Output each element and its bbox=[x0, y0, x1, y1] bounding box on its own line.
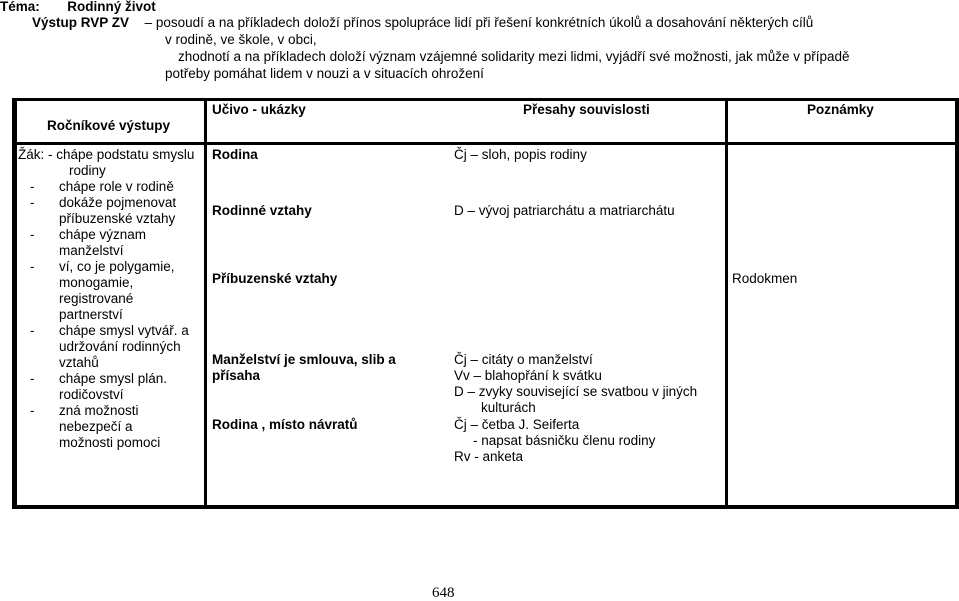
ucivo-manzelstvi-2: přísaha bbox=[212, 368, 261, 383]
vystupy-item-line: vztahů bbox=[59, 355, 99, 370]
presahy-4: Vv – blahopřání k svátku bbox=[454, 368, 602, 383]
presahy-6: Čj – četba J. Seiferta bbox=[454, 417, 580, 432]
col-header-vystupy: Ročníkové výstupy bbox=[47, 118, 171, 133]
vystupy-item bbox=[30, 371, 204, 403]
vystupy-item-line: chápe smysl vytvář. a bbox=[59, 323, 189, 338]
ucivo-rodinne-vztahy: Rodinné vztahy bbox=[212, 203, 312, 218]
col-divider-1 bbox=[204, 98, 207, 509]
vystup-line-3: zhodnotí a na příkladech doloží význam vzájemné solidarity mezi lidmi, vyjádří své možnosti, jak může v případě bbox=[178, 49, 850, 64]
vystupy-item-line: chápe význam bbox=[59, 227, 147, 242]
vystupy-item-line: ví, co je polygamie, bbox=[59, 259, 175, 274]
bullet-dash: - bbox=[30, 259, 35, 274]
poznamky-1: Rodokmen bbox=[732, 271, 798, 286]
col-header-presahy: Přesahy souvislosti bbox=[523, 102, 650, 117]
presahy-8: Rv - anketa bbox=[454, 449, 524, 464]
vystupy-item-line: partnerství bbox=[59, 307, 123, 322]
presahy-7: - napsat básničku členu rodiny bbox=[473, 433, 656, 448]
vystupy-item bbox=[30, 179, 204, 195]
vystupy-item-line: příbuzenské vztahy bbox=[59, 211, 176, 226]
vystup-row bbox=[32, 15, 813, 31]
header-separator bbox=[12, 142, 959, 145]
vystupy-item-line: monogamie, bbox=[59, 275, 134, 290]
vystup-label: Výstup RVP ZV bbox=[32, 15, 130, 30]
vystupy-cell bbox=[18, 147, 204, 451]
vystupy-item-line: chápe smysl plán. bbox=[59, 371, 168, 386]
vystupy-item-line: manželství bbox=[59, 243, 124, 258]
presahy-5: D – zvyky související se svatbou v jiných bbox=[454, 384, 698, 399]
presahy-3: Čj – citáty o manželství bbox=[454, 352, 593, 367]
vystupy-intro-cont: rodiny bbox=[69, 163, 106, 178]
vystupy-item-line: nebezpečí a bbox=[59, 419, 133, 434]
tema-label: Téma: bbox=[0, 0, 40, 14]
tema-row bbox=[0, 0, 156, 15]
vystupy-item-line: zná možnosti bbox=[59, 403, 139, 418]
vystupy-item bbox=[30, 227, 204, 259]
vystupy-item bbox=[30, 403, 204, 451]
col-header-poznamky: Poznámky bbox=[807, 102, 874, 117]
bullet-dash: - bbox=[30, 403, 35, 418]
vystupy-item-line: možnosti pomoci bbox=[59, 435, 161, 450]
vystupy-item bbox=[30, 259, 204, 323]
tema-value: Rodinný život bbox=[67, 0, 156, 14]
bullet-dash: - bbox=[30, 323, 35, 338]
bullet-dash: - bbox=[30, 195, 35, 210]
vystupy-item-line: udržování rodinných bbox=[59, 339, 181, 354]
vystup-line-4: potřeby pomáhat lidem v nouzi a v situacích ohrožení bbox=[165, 66, 484, 81]
vystupy-item bbox=[30, 195, 204, 227]
ucivo-pribuzenske-vztahy: Příbuzenské vztahy bbox=[212, 271, 338, 286]
vystup-line-1: – posoudí a na příkladech doloží přínos spolupráce lidí při řešení konkrétních úkolů a dosahování některých cílů bbox=[144, 15, 814, 30]
bullet-dash: - bbox=[30, 179, 35, 194]
presahy-2: D – vývoj patriarchátu a matriarchátu bbox=[454, 203, 675, 218]
ucivo-manzelstvi-1: Manželství je smlouva, slib a bbox=[212, 352, 396, 367]
vystupy-item-line: dokáže pojmenovat bbox=[59, 195, 177, 210]
col-divider-3 bbox=[725, 98, 728, 509]
ucivo-rodina-misto: Rodina , místo návratů bbox=[212, 417, 358, 432]
vystup-line-2: v rodině, ve škole, v obci, bbox=[165, 32, 317, 47]
vystupy-item-line: chápe role v rodině bbox=[59, 179, 174, 194]
vystupy-item bbox=[30, 323, 204, 371]
vystupy-item-line: rodičovství bbox=[59, 387, 124, 402]
vystupy-item-line: registrované bbox=[59, 291, 134, 306]
bullet-dash: - bbox=[30, 371, 35, 386]
ucivo-rodina: Rodina bbox=[212, 147, 258, 162]
presahy-5b: kulturách bbox=[481, 400, 536, 415]
bullet-dash: - bbox=[30, 227, 35, 242]
vystupy-intro: Žák: - chápe podstatu smyslu bbox=[18, 147, 195, 162]
page-number: 648 bbox=[432, 585, 455, 601]
col-header-ucivo: Učivo - ukázky bbox=[212, 102, 306, 117]
vystupy-list bbox=[18, 179, 204, 451]
presahy-1: Čj – sloh, popis rodiny bbox=[454, 147, 587, 162]
